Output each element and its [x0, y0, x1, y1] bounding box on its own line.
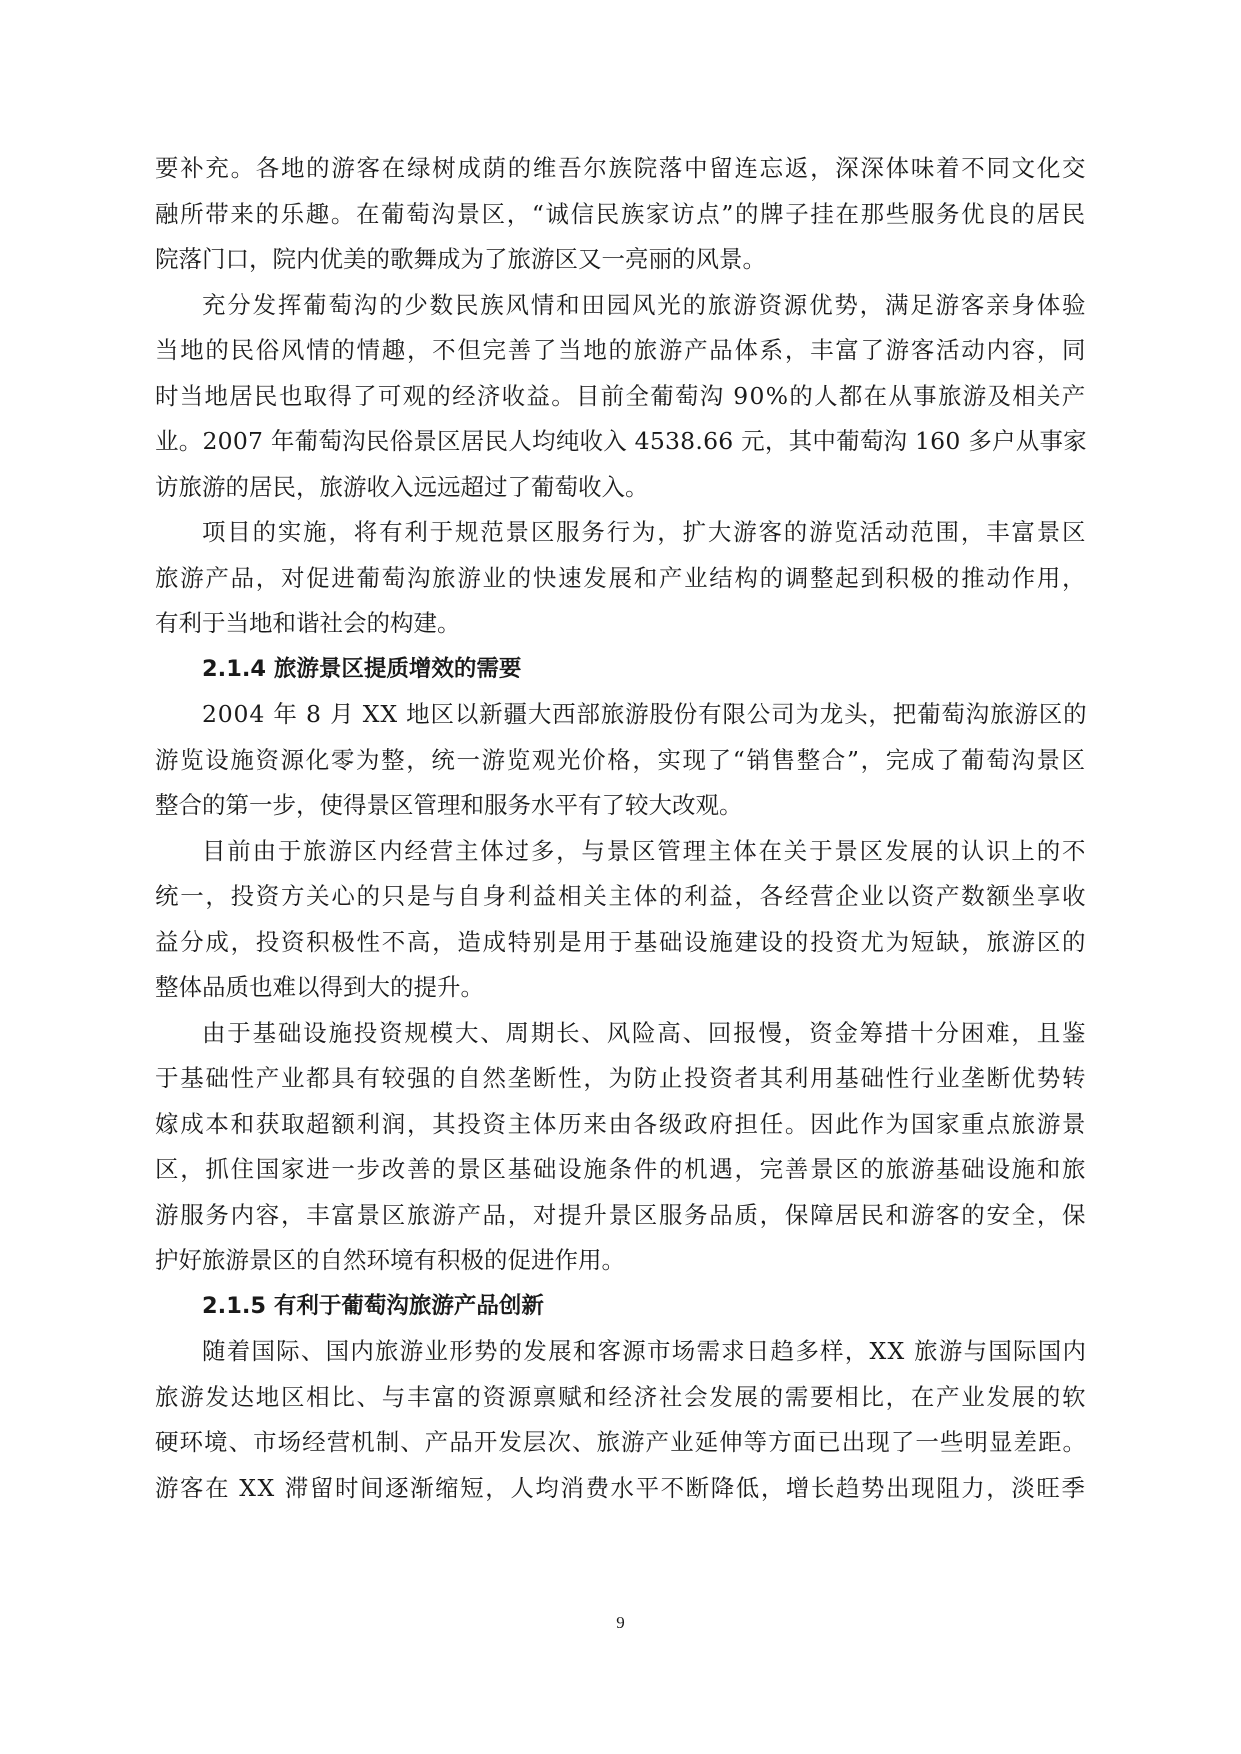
text-line: 时当地居民也取得了可观的经济收益。目前全葡萄沟 90%的人都在从事旅游及相关产 [155, 381, 1087, 410]
text-line: 游客在 XX 滞留时间逐渐缩短，人均消费水平不断降低，增长趋势出现阻力，淡旺季 [155, 1473, 1087, 1502]
text-line: 项目的实施，将有利于规范景区服务行为，扩大游客的游览活动范围，丰富景区 [202, 518, 1088, 546]
text-line: 嫁成本和获取超额利润，其投资主体历来由各级政府担任。因此作为国家重点旅游景 [155, 1109, 1088, 1138]
text-line: 目前由于旅游区内经营主体过多，与景区管理主体在关于景区发展的认识上的不 [202, 836, 1088, 865]
text-line: 区，抓住国家进一步改善的景区基础设施条件的机遇，完善景区的旅游基础设施和旅 [155, 1155, 1088, 1183]
text-line: 于基础性产业都具有较强的自然垄断性，为防止投资者其利用基础性行业垄断优势转 [155, 1064, 1088, 1092]
text-line: 旅游发达地区相比、与丰富的资源禀赋和经济社会发展的需要相比，在产业发展的软 [155, 1382, 1088, 1411]
text-line: 旅游产品，对促进葡萄沟旅游业的快速发展和产业结构的调整起到积极的推动作用， [155, 563, 1088, 592]
page-number: 9 [616, 1613, 625, 1632]
text-line: 游览设施资源化零为整，统一游览观光价格，实现了“销售整合”，完成了葡萄沟景区 [155, 745, 1087, 774]
text-line: 业。2007 年葡萄沟民俗景区居民人均纯收入 4538.66 元，其中葡萄沟 160 多户从事家 [155, 427, 1087, 455]
section-heading: 2.1.5 有利于葡萄沟旅游产品创新 [202, 1292, 544, 1319]
text-line: 融所带来的乐趣。在葡萄沟景区，“诚信民族家访点”的牌子挂在那些服务优良的居民 [155, 199, 1087, 228]
text-line: 整体品质也难以得到大的提升。 [155, 973, 484, 1001]
text-line: 访旅游的居民，旅游收入远远超过了葡萄收入。 [155, 472, 649, 501]
text-line: 益分成，投资积极性不高，造成特别是用于基础设施建设的投资尤为短缺，旅游区的 [155, 927, 1088, 956]
text-line: 当地的民俗风情的情趣，不但完善了当地的旅游产品体系，丰富了游客活动内容，同 [155, 336, 1088, 364]
text-line: 随着国际、国内旅游业形势的发展和客源市场需求日趋多样，XX 旅游与国际国内 [202, 1337, 1088, 1365]
text-line: 整合的第一步，使得景区管理和服务水平有了较大改观。 [155, 791, 743, 819]
text-line: 游服务内容，丰富景区旅游产品，对提升景区服务品质，保障居民和游客的安全，保 [155, 1200, 1088, 1229]
text-line: 要补充。各地的游客在绿树成荫的维吾尔族院落中留连忘返，深深体味着不同文化交 [155, 154, 1088, 182]
text-line: 2004 年 8 月 XX 地区以新疆大西部旅游股份有限公司为龙头，把葡萄沟旅游区的 [202, 700, 1088, 728]
text-line: 硬环境、市场经营机制、产品开发层次、旅游产业延伸等方面已出现了一些明显差距。 [155, 1428, 1088, 1456]
text-line: 院落门口，院内优美的歌舞成为了旅游区又一亮丽的风景。 [155, 245, 766, 273]
text-line: 有利于当地和谐社会的构建。 [155, 609, 461, 637]
text-line: 充分发挥葡萄沟的少数民族风情和田园风光的旅游资源优势，满足游客亲身体验 [202, 290, 1088, 319]
text-line: 护好旅游景区的自然环境有积极的促进作用。 [155, 1246, 625, 1274]
text-line: 由于基础设施投资规模大、周期长、风险高、回报慢，资金筹措十分困难，且鉴 [202, 1018, 1088, 1047]
text-line: 统一，投资方关心的只是与自身利益相关主体的利益，各经营企业以资产数额坐享收 [155, 882, 1088, 910]
section-heading: 2.1.4 旅游景区提质增效的需要 [202, 655, 522, 682]
